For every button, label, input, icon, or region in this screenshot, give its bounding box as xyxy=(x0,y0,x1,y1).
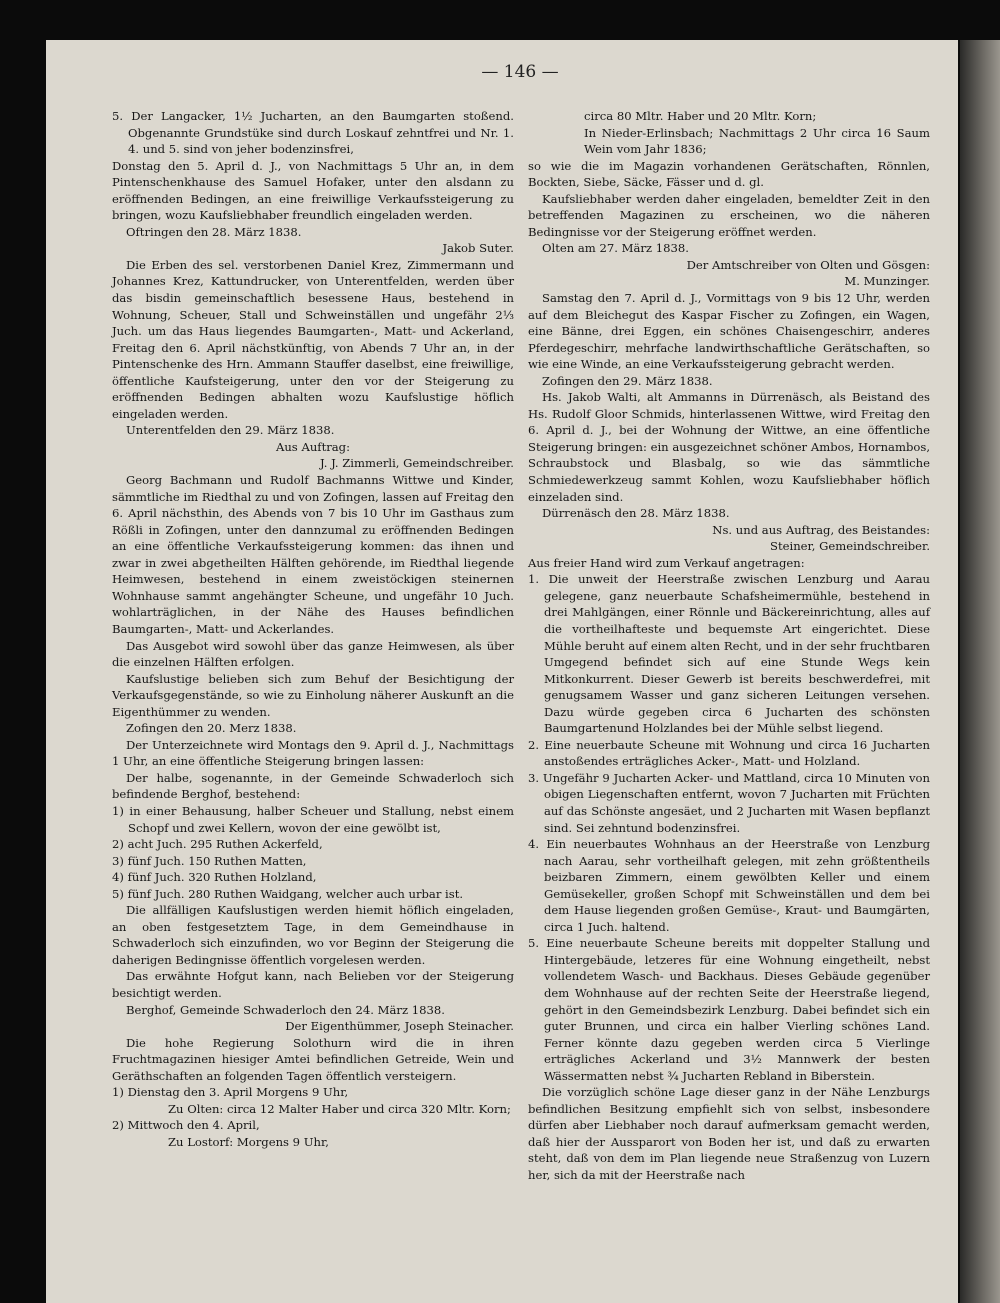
paragraph: 4. Ein neuerbautes Wohnhaus an der Heerstraße von Lenzburg nach Aarau, sehr vortheilhaft gelegen, mit zehn größtentheils beizbaren Zimmern, einem gewölbten Keller und einem Gemüsekeller, großen Schopf mit Schweinställen und dem bei dem Hause liegenden großen Gemüse-, Kraut- und Baumgärten, circa 1 Juch. haltend. xyxy=(528,837,930,934)
paragraph: 3) fünf Juch. 150 Ruthen Matten, xyxy=(112,853,307,868)
paragraph: Die vorzüglich schöne Lage dieser ganz in der Nähe Lenzburgs befindlichen Besitzung empfiehlt sich von selbst, insbesondere dürfen aber Liebhaber noch darauf aufmerksam gemacht werden, daß hier der Aussparort von Boden her ist, und daß zu erwarten steht, daß von dem im Plan liegende neue Straßenzug von Luzern her, sich da mit der Heerstraße nach xyxy=(528,1085,930,1182)
paragraph: Zu Lostorf: Morgens 9 Uhr, xyxy=(168,1134,329,1149)
paragraph: Steiner, Gemeindschreiber. xyxy=(770,539,930,554)
paragraph: Zofingen den 20. Merz 1838. xyxy=(126,721,297,736)
left-column xyxy=(112,108,514,1150)
paragraph: 5. Eine neuerbaute Scheune bereits mit doppelter Stallung und Hintergebäude, letzeres für eine Wohnung eingetheilt, nebst vollendetem Wasch- und Backhaus. Dieses Gebäude gegenüber dem Wohnhause auf der rechten Seite der Heerstraße liegend, gehört in den Gemeindsbezirk Lenzburg. Dabei befindet sich ein guter Brunnen, und circa ein halber Vierling schönes Land. Ferner könnte dazu gegeben werden circa 5 Vierlinge erträgliches Ackerland und 3½ Mannwerk der besten Wässermatten nebst ¾ Jucharten Rebland in Biberstein. xyxy=(528,936,930,1083)
paragraph: Berghof, Gemeinde Schwaderloch den 24. März 1838. xyxy=(126,1002,445,1017)
paragraph: Kaufslustige belieben sich zum Behuf der Besichtigung der Verkaufsgegenstände, so wie zu Einholung näherer Auskunft an die Eigenthümmer zu wenden. xyxy=(112,671,514,719)
paragraph: M. Munzinger. xyxy=(844,274,930,289)
paragraph: Aus freier Hand wird zum Verkauf angetragen: xyxy=(528,555,805,570)
paragraph: Das Ausgebot wird sowohl über das ganze Heimwesen, als über die einzelnen Hälften erfolgen. xyxy=(112,638,514,670)
paragraph: Der Unterzeichnete wird Montags den 9. April d. J., Nachmittags 1 Uhr, an eine öffentliche Steigerung bringen lassen: xyxy=(112,737,514,769)
paragraph: 3. Ungefähr 9 Jucharten Acker- und Mattland, circa 10 Minuten von obigen Liegenschaften entfernt, wovon 7 Jucharten mit Früchten auf das Schönste angesäet, und 2 Jucharten mit Wasen bepflanzt sind. Sei zehntund bodenzinsfrei. xyxy=(528,770,930,835)
paragraph: 4) fünf Juch. 320 Ruthen Holzland, xyxy=(112,870,317,885)
paragraph: Die Erben des sel. verstorbenen Daniel Krez, Zimmermann und Johannes Krez, Kattundrucker, von Unterentfelden, werden über das bisdin gemeinschaftlich besessene Haus, bestehend in Wohnung, Scheuer, Stall und Schweinställen und ungefähr 2⅓ Juch. um das Haus liegendes Baumgarten-, Matt- und Ackerland, Freitag den 6. April nächstkünftig, von Abends 7 Uhr an, in der Pintenschenke des Hrn. Ammann Stauffer daselbst, eine freiwillige, öffentliche Kaufsteigerung, unter den vor der Steigerung zu eröffnenden Bedingen abhalten wozu Kaufslustige höflich eingeladen werden. xyxy=(112,257,514,421)
paragraph: circa 80 Mltr. Haber und 20 Mltr. Korn; xyxy=(584,109,817,123)
paragraph: 1) Dienstag den 3. April Morgens 9 Uhr, xyxy=(112,1085,349,1100)
paragraph: Dürrenäsch den 28. März 1838. xyxy=(542,506,730,521)
paragraph: Donstag den 5. April d. J., von Nachmittags 5 Uhr an, in dem Pintenschenkhause des Samuel Hofaker, unter den alsdann zu eröffnenden Bedingen, an eine freiwillige Verkaufssteigerung zu bringen, wozu Kaufsliebhaber freundlich eingeladen werden. xyxy=(112,158,514,223)
paragraph: 1. Die unweit der Heerstraße zwischen Lenzburg und Aarau gelegene, ganz neuerbaute Schafsheimermühle, bestehend in drei Mahlgängen, einer Rönnle und Bäckereinrichtung, alles auf die vortheilhafteste und bequemste Art eingerichtet. Diese Mühle beruht auf einem alten Recht, und in der sehr fruchtbaren Umgegend befindet sich auf eine Stunde Wegs kein Mitkonkurrent. Dieser Gewerb ist bereits beschwerdefrei, mit genugsamem Wasser und ganz sicheren Leitungen versehen. Dazu würde gegeben circa 6 Jucharten des schönsten Baumgartenund Holzlandes bei der Mühle selbst liegend. xyxy=(528,572,930,736)
paragraph: Zofingen den 29. März 1838. xyxy=(542,373,713,388)
paragraph: 5) fünf Juch. 280 Ruthen Waidgang, welcher auch urbar ist. xyxy=(112,886,464,901)
paragraph: Der Eigenthümmer, Joseph Steinacher. xyxy=(285,1019,514,1034)
paragraph: 5. Der Langacker, 1½ Jucharten, an den Baumgarten stoßend. Obgenannte Grundstüke sind durch Loskauf zehntfrei und Nr. 1. 4. und 5. sind von jeher bodenzinsfrei, xyxy=(112,109,514,157)
paragraph: 1) in einer Behausung, halber Scheuer und Stallung, nebst einem Schopf und zwei Kellern, wovon der eine gewölbt ist, xyxy=(112,803,514,835)
paragraph: Olten am 27. März 1838. xyxy=(542,241,689,256)
paragraph: Ns. und aus Auftrag, des Beistandes: xyxy=(712,522,930,537)
paragraph: Jakob Suter. xyxy=(442,241,514,256)
paragraph: Zu Olten: circa 12 Malter Haber und circa 320 Mltr. Korn; xyxy=(168,1101,511,1116)
paragraph: In Nieder-Erlinsbach; Nachmittags 2 Uhr circa 16 Saum Wein vom Jahr 1836; xyxy=(584,125,930,157)
paragraph: Unterentfelden den 29. März 1838. xyxy=(126,423,335,438)
paragraph: Oftringen den 28. März 1838. xyxy=(126,224,302,239)
paragraph: Georg Bachmann und Rudolf Bachmanns Wittwe und Kinder, sämmtliche im Riedthal zu und von Zofingen, lassen auf Freitag den 6. April nächsthin, des Abends von 7 bis 10 Uhr im Gasthaus zum Rößli in Zofingen, unter den dannzumal zu eröffnenden Bedingen an eine öffentliche Verkaufssteigerung kommen: das ihnen und zwar in zwei abgetheilten Hälften gehörende, im Riedthal liegende Heimwesen, bestehend in einem zweistöckigen steinernen Wohnhause sammt angehängter Scheune, und ungefähr 10 Juch. wohlarträglichen, in der Nähe des Hauses befindlichen Baumgarten-, Matt- und Ackerlandes. xyxy=(112,473,514,636)
page-number: — 146 — xyxy=(481,62,559,82)
paragraph: 2. Eine neuerbaute Scheune mit Wohnung und circa 16 Jucharten anstoßendes erträgliches Acker-, Matt- und Holzland. xyxy=(528,737,930,769)
paragraph: Hs. Jakob Walti, alt Ammanns in Dürrenäsch, als Beistand des Hs. Rudolf Gloor Schmids, hinterlassenen Wittwe, wird Freitag den 6. April d. J., bei der Wohnung der Wittwe, an eine öffentliche Steigerung bringen: ein ausgezeichnet schöner Ambos, Hornambos, Schraubstock und Blasbalg, so wie das sämmtliche Schmiedewerkzeug sammt Kohlen, wozu Kaufsliebhaber höflich einzeladen sind. xyxy=(528,390,930,504)
paragraph: Das erwähnte Hofgut kann, nach Belieben vor der Steigerung besichtigt werden. xyxy=(112,969,514,1000)
paragraph: J. J. Zimmerli, Gemeindschreiber. xyxy=(319,456,514,471)
adjacent-page-edge xyxy=(960,40,1000,1303)
right-column xyxy=(528,108,930,1184)
paragraph: Kaufsliebhaber werden daher eingeladen, bemeldter Zeit in den betreffenden Magazinen zu erscheinen, wo die näheren Bedingnisse vor der Steigerung eröffnet werden. xyxy=(528,191,930,239)
paragraph: Aus Auftrag: xyxy=(275,439,351,454)
paragraph: 2) Mittwoch den 4. April, xyxy=(112,1118,260,1133)
paragraph: Die hohe Regierung Solothurn wird die in ihren Fruchtmagazinen hiesiger Amtei befindlichen Getreide, Wein und Geräthschaften an folgenden Tagen öffentlich versteigern. xyxy=(112,1035,514,1083)
paragraph: Der Amtschreiber von Olten und Gösgen: xyxy=(686,257,930,272)
paragraph: Die allfälligen Kaufslustigen werden hiemit höflich eingeladen, an oben festgesetztem Tage, in dem Gemeindhause in Schwaderloch sich einzufinden, wo vor Beginn der Steigerung die daherigen Bedingnisse öffentlich vorgelesen werden. xyxy=(112,903,514,967)
paragraph: Der halbe, sogenannte, in der Gemeinde Schwaderloch sich befindende Berghof, bestehend: xyxy=(112,770,514,802)
paragraph: so wie die im Magazin vorhandenen Gerätschaften, Rönnlen, Bockten, Siebe, Säcke, Fässer und d. gl. xyxy=(528,158,930,190)
paragraph: 2) acht Juch. 295 Ruthen Ackerfeld, xyxy=(112,837,323,852)
paragraph: Samstag den 7. April d. J., Vormittags von 9 bis 12 Uhr, werden auf dem Bleichegut des Kaspar Fischer zu Zofingen, ein Wagen, eine Bänne, drei Eggen, ein schönes Chaisengeschirr, anderes Pferdegeschirr, mehrfache landwirthschaftliche Gerätschaften, so wie eine Winde, an eine Verkaufssteigerung gebracht werden. xyxy=(528,291,930,372)
